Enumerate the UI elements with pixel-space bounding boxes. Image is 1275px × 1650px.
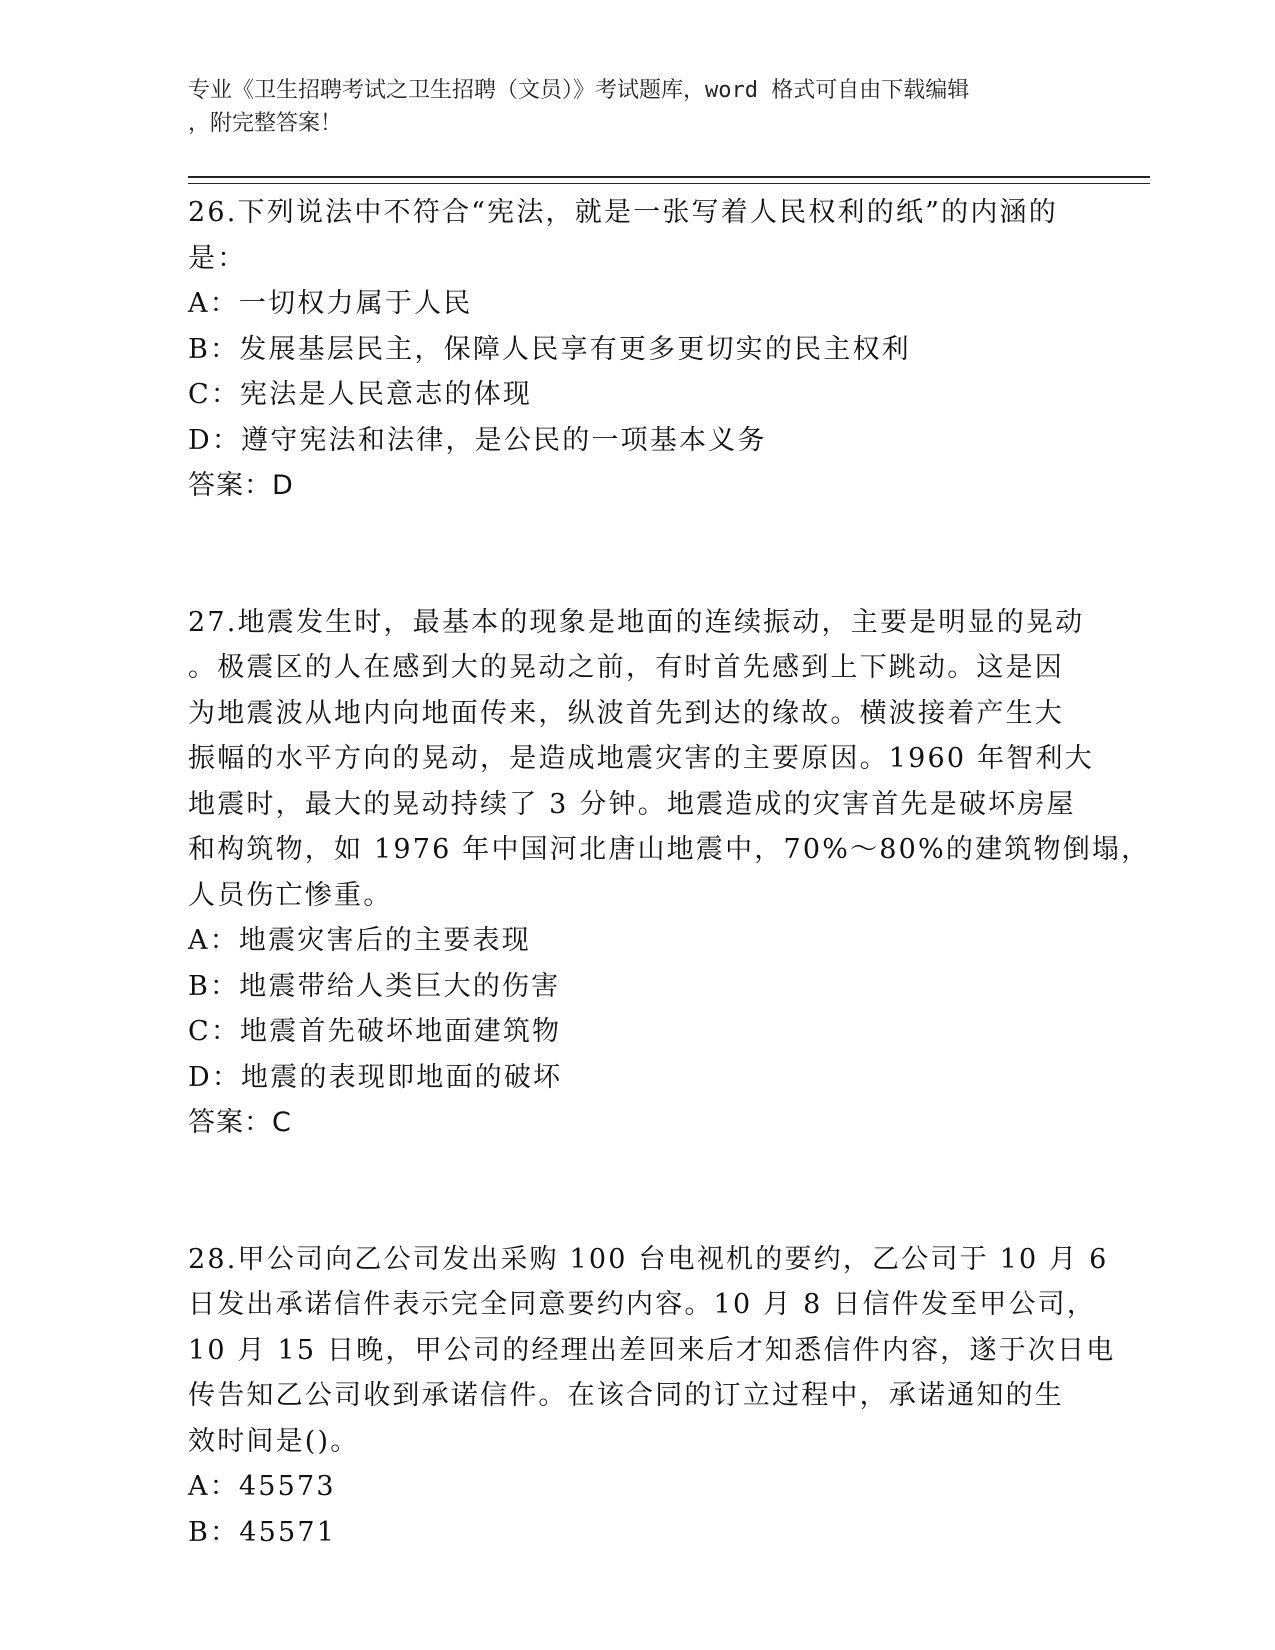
header-line: 专业《卫生招聘考试之卫生招聘（文员）》考试题库，word 格式可自由下载编辑 [188, 78, 970, 103]
question-stem-line: 效时间是()。 [188, 1425, 360, 1457]
option-b: B：45571 [188, 1516, 337, 1548]
question-26 [188, 190, 1088, 509]
question-stem-line: 为地震波从地内向地面传来，纵波首先到达的缘故。横波接着产生大 [188, 697, 1064, 729]
question-stem-line: 振幅的水平方向的晃动，是造成地震灾害的主要原因。1960 年智利大 [188, 743, 1094, 774]
question-stem-line: 日发出承诺信件表示完全同意要约内容。10 月 8 日信件发至甲公司， [188, 1289, 1097, 1320]
question-28 [188, 1237, 1116, 1556]
header-line: ，附完整答案！ [188, 111, 343, 136]
option-d: D：遵守宪法和法律，是公民的一项基本义务 [188, 424, 767, 456]
header-divider-thin [188, 183, 1150, 184]
option-a: A：地震灾害后的主要表现 [188, 925, 531, 956]
question-list [188, 190, 1151, 1555]
option-a: A：一切权力属于人民 [188, 288, 473, 319]
question-stem-line: 和构筑物，如 1976 年中国河北唐山地震中，70%～80%的建筑物倒塌， [188, 834, 1151, 865]
question-stem-line: 是： [188, 242, 247, 274]
document-header [188, 74, 1088, 140]
question-stem-line: 10 月 15 日晚，甲公司的经理出差回来后才知悉信件内容，遂于次日电 [188, 1334, 1116, 1366]
question-27 [188, 600, 1151, 1146]
option-d: D：地震的表现即地面的破坏 [188, 1061, 563, 1093]
question-spacer [188, 509, 1088, 600]
question-stem-line: 地震时，最大的晃动持续了 3 分钟。地震造成的灾害首先是破坏房屋 [188, 788, 1076, 820]
question-stem-line: 28.甲公司向乙公司发出采购 100 台电视机的要约，乙公司于 10 月 6 [188, 1243, 1109, 1275]
header-divider-thick [188, 176, 1150, 178]
answer-label: 答案：C [188, 1107, 292, 1138]
option-b: B：地震带给人类巨大的伤害 [188, 970, 561, 1002]
answer-label: 答案：D [188, 470, 294, 501]
question-spacer [188, 1146, 1088, 1237]
question-stem-line: 传告知乙公司收到承诺信件。在该合同的订立过程中，承诺通知的生 [188, 1380, 1064, 1411]
option-c: C：宪法是人民意志的体现 [188, 379, 533, 410]
option-a: A：45573 [188, 1471, 336, 1502]
question-stem-line: 27.地震发生时，最基本的现象是地面的连续振动，主要是明显的晃动 [188, 606, 1085, 638]
option-c: C：地震首先破坏地面建筑物 [188, 1016, 562, 1047]
question-stem-line: 26.下列说法中不符合“宪法，就是一张写着人民权利的纸”的内涵的 [188, 197, 1058, 228]
question-stem-line: 。极震区的人在感到大的晃动之前，有时首先感到上下跳动。这是因 [188, 652, 1064, 683]
option-b: B：发展基层民主，保障人民享有更多更切实的民主权利 [188, 333, 911, 365]
question-stem-line: 人员伤亡惨重。 [188, 879, 393, 911]
